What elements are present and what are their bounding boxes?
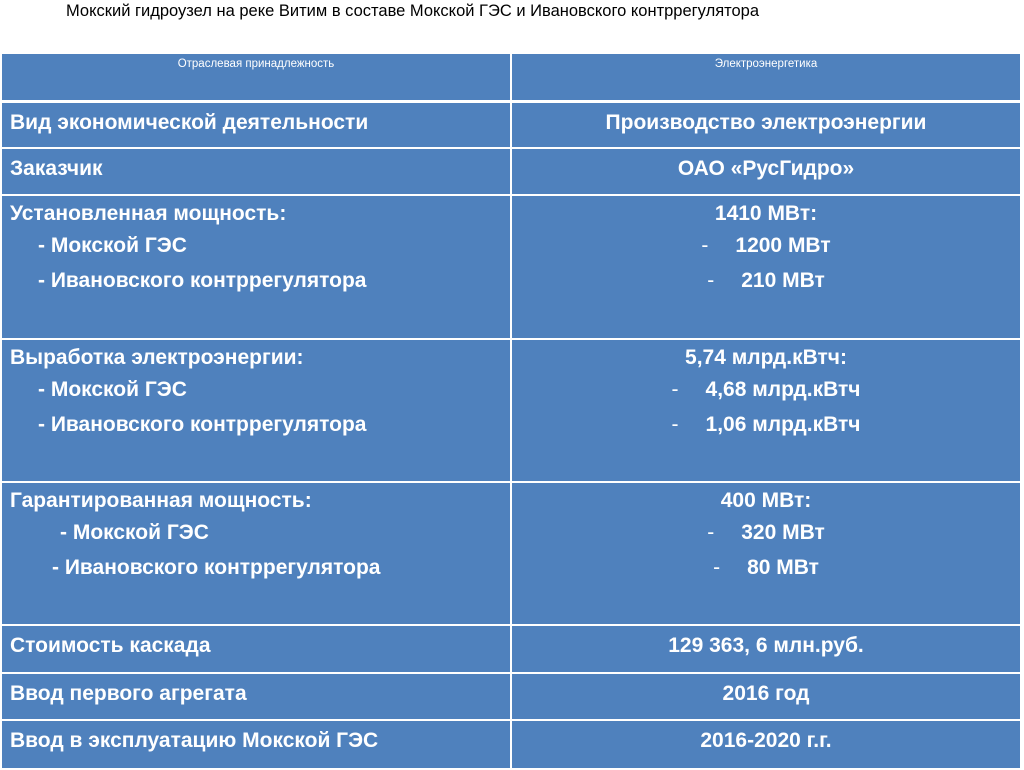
- row-label: Ввод первого агрегата: [10, 682, 247, 705]
- row-sublabel: - Мокской ГЭС: [38, 378, 187, 401]
- row-label: Гарантированная мощность:: [10, 489, 312, 512]
- table-row: [1, 195, 1021, 339]
- row-label: Стоимость каскада: [10, 634, 211, 657]
- row-subvalue: [512, 515, 1020, 551]
- table-row: [1, 339, 1021, 482]
- row-value: 129 363, 6 млн.руб.: [668, 634, 864, 657]
- dash-mark: -: [713, 556, 721, 579]
- row-label: Выработка электроэнергии:: [10, 346, 304, 369]
- row-subvalue-text: 1,06 млрд.кВтч: [705, 413, 861, 436]
- row-value: 1410 МВт:: [714, 202, 818, 225]
- row-subvalue-text: 1200 МВт: [735, 234, 831, 257]
- dash-mark: -: [707, 269, 715, 292]
- row-label: Ввод в эксплуатацию Мокской ГЭС: [10, 729, 379, 752]
- row-sublabel: - Мокской ГЭС: [38, 234, 187, 257]
- row-value: 400 МВт:: [720, 489, 812, 512]
- dash-mark: -: [707, 521, 715, 544]
- table-row: [1, 720, 1021, 769]
- row-subvalue-text: 4,68 млрд.кВтч: [705, 378, 861, 401]
- table-header-row: [1, 53, 1021, 101]
- row-value: 2016-2020 г.г.: [700, 729, 832, 752]
- row-sublabel: - Ивановского контррегулятора: [38, 269, 367, 292]
- row-subvalue: [512, 408, 1020, 442]
- row-subvalue: [512, 264, 1020, 298]
- table-row: [1, 148, 1021, 195]
- row-sublabel: - Ивановского контррегулятора: [38, 413, 367, 436]
- row-sublabel: - Ивановского контррегулятора: [52, 556, 381, 579]
- table-row: [1, 625, 1021, 673]
- row-value: ОАО «РусГидро»: [677, 157, 855, 180]
- table-row: [1, 673, 1021, 720]
- row-subvalue: [512, 372, 1020, 408]
- row-subvalue-text: 320 МВт: [741, 521, 825, 544]
- slide-title: Мокский гидроузел на реке Витим в составе Мокской ГЭС и Ивановского контррегулятора: [66, 2, 760, 20]
- dash-mark: -: [701, 234, 709, 257]
- dash-mark: -: [671, 413, 679, 436]
- header-cell-energy: Электроэнергетика: [511, 53, 1021, 101]
- row-value: 2016 год: [722, 682, 810, 705]
- row-value: 5,74 млрд.кВтч:: [685, 346, 847, 369]
- header-cell-industry: Отраслевая принадлежность: [1, 53, 511, 101]
- table-row: [1, 482, 1021, 625]
- table-row: [1, 101, 1021, 148]
- row-subvalue: [512, 551, 1020, 585]
- row-label: Вид экономической деятельности: [10, 110, 369, 134]
- row-label: Установленная мощность:: [10, 202, 287, 225]
- row-subvalue: [512, 228, 1020, 264]
- row-subvalue-text: 80 МВт: [747, 556, 819, 579]
- row-subvalue-text: 210 МВт: [741, 269, 825, 292]
- row-sublabel: - Мокской ГЭС: [60, 521, 209, 544]
- dash-mark: -: [671, 378, 679, 401]
- row-value: Производство электроэнергии: [605, 110, 927, 134]
- info-table: [0, 52, 1022, 770]
- row-label: Заказчик: [10, 157, 103, 180]
